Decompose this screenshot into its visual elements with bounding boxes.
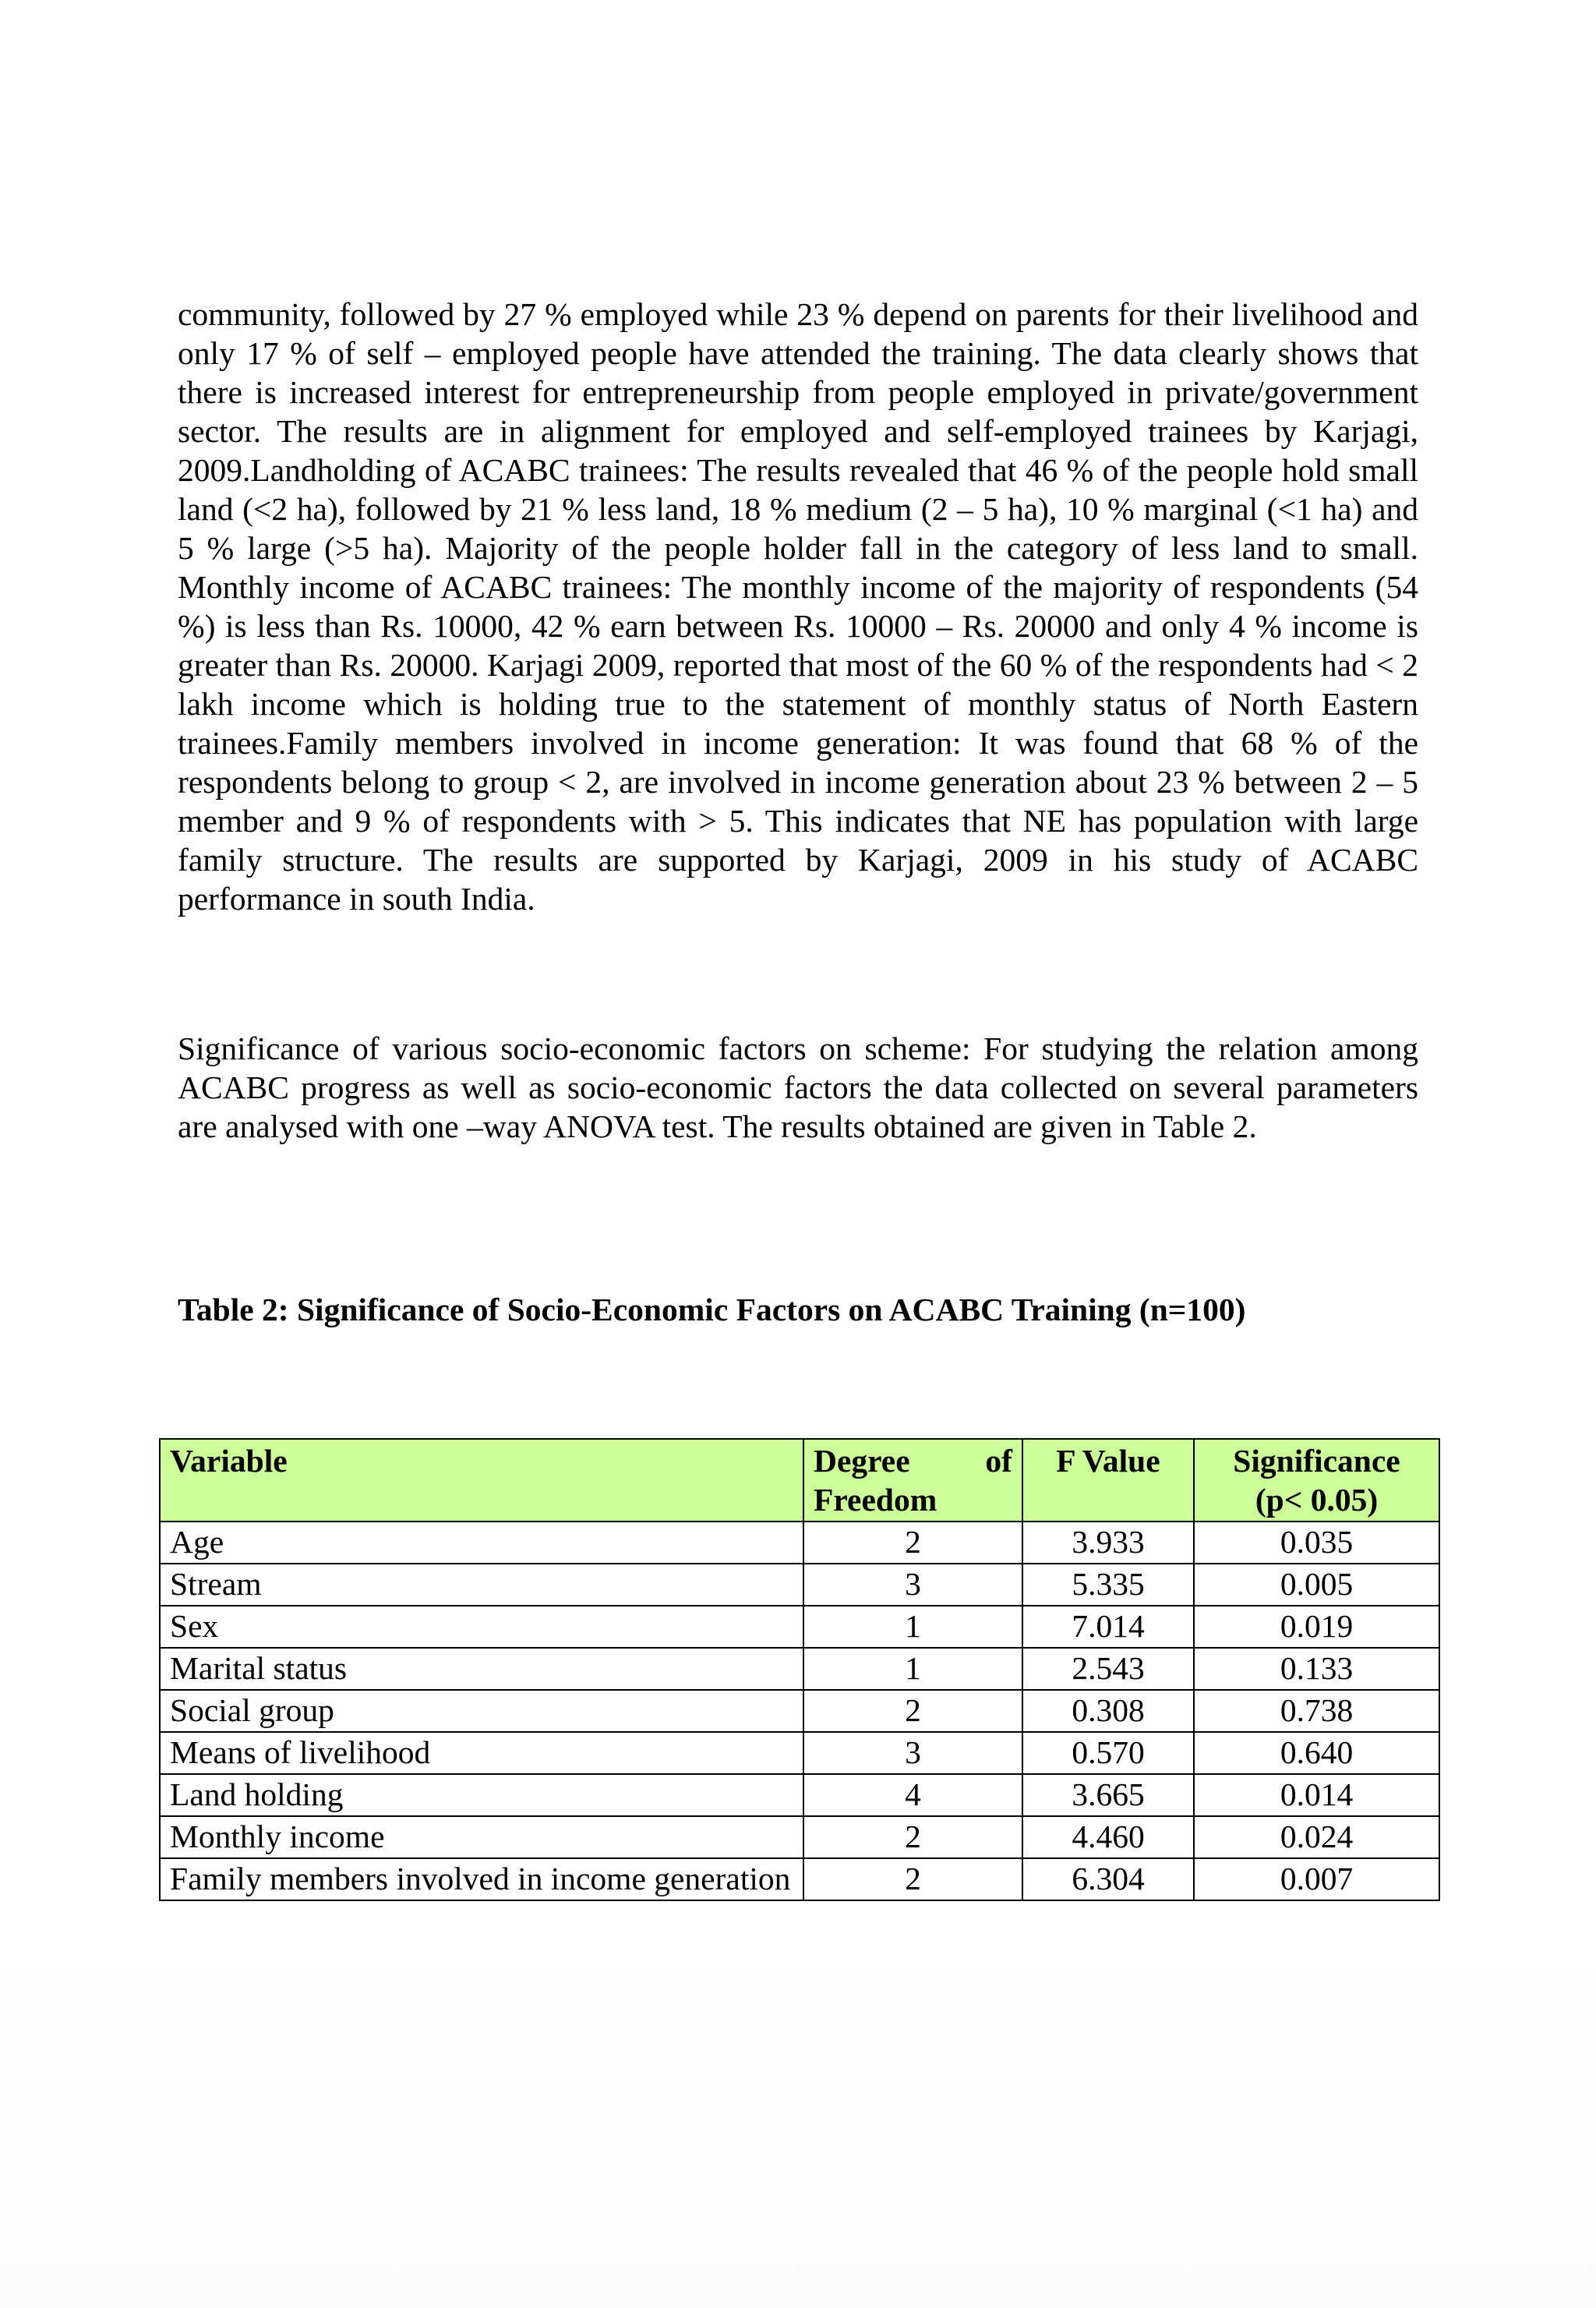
cell-variable: Family members involved in income generation [160, 1858, 803, 1900]
cell-significance: 0.005 [1194, 1564, 1439, 1606]
cell-significance: 0.640 [1194, 1732, 1439, 1774]
cell-significance: 0.014 [1194, 1774, 1439, 1816]
table-row [160, 1648, 1439, 1690]
cell-f-value: 3.933 [1022, 1522, 1194, 1564]
cell-degree-of-freedom: 2 [803, 1816, 1022, 1858]
paragraph-anova-intro: Significance of various socio-economic factors on scheme: For studying the relation among ACABC progress as well as socio-economic factors the data collected on several parameters are analysed with one –way ANOVA test. The results obtained are given in Table 2. [178, 1030, 1418, 1144]
cell-degree-of-freedom: 3 [803, 1564, 1022, 1606]
table-row [160, 1606, 1439, 1648]
cell-variable: Sex [160, 1606, 803, 1648]
cell-variable: Monthly income [160, 1816, 803, 1858]
header-variable: Variable [160, 1439, 803, 1522]
cell-f-value: 6.304 [1022, 1858, 1194, 1900]
cell-variable: Stream [160, 1564, 803, 1606]
table-row [160, 1564, 1439, 1606]
cell-f-value: 3.665 [1022, 1774, 1194, 1816]
cell-variable: Land holding [160, 1774, 803, 1816]
cell-variable: Means of livelihood [160, 1732, 803, 1774]
cell-significance: 0.019 [1194, 1606, 1439, 1648]
cell-f-value: 4.460 [1022, 1816, 1194, 1858]
paragraph-trainee-profile: community, followed by 27 % employed while 23 % depend on parents for their livelihood and only 17 % of self – employed people have attended the training. The data clearly shows that there is increased interest for entrepreneurship from people employed in private/government sector. The results are in alignment for employed and self-employed trainees by Karjagi, 2009.Landholding of ACABC trainees: The results revealed that 46 % of the people hold small land (<2 ha), followed by 21 % less land, 18 % medium (2 – 5 ha), 10 % marginal (<1 ha) and 5 % large (>5 ha). Majority of the people holder fall in the category of less land to small. Monthly income of ACABC trainees: The monthly income of the majority of respondents (54 %) is less than Rs. 10000, 42 % earn between Rs. 10000 – Rs. 20000 and only 4 % income is greater than Rs. 20000. Karjagi 2009, reported that most of the 60 % of the respondents had < 2 lakh income which is holding true to the statement of monthly status of North Eastern trainees.Family members involved in income generation: It was found that 68 % of the respondents belong to group < 2, are involved in income generation about 23 % between 2 – 5 member and 9 % of respondents with > 5. This indicates that NE has population with large family structure. The results are supported by Karjagi, 2009 in his study of ACABC performance in south India. [178, 296, 1418, 917]
cell-degree-of-freedom: 2 [803, 1522, 1022, 1564]
table-row [160, 1774, 1439, 1816]
cell-f-value: 0.308 [1022, 1690, 1194, 1732]
socio-economic-anova-table [159, 1438, 1440, 1901]
header-significance [1194, 1439, 1439, 1522]
table-row [160, 1816, 1439, 1858]
header-significance-label: Significance [1233, 1443, 1400, 1479]
table-row [160, 1732, 1439, 1774]
header-significance-threshold: (p< 0.05) [1255, 1482, 1379, 1518]
cell-degree-of-freedom: 1 [803, 1648, 1022, 1690]
cell-degree-of-freedom: 2 [803, 1858, 1022, 1900]
header-f-value: F Value [1022, 1439, 1194, 1522]
cell-degree-of-freedom: 2 [803, 1690, 1022, 1732]
cell-variable: Marital status [160, 1648, 803, 1690]
cell-f-value: 5.335 [1022, 1564, 1194, 1606]
cell-variable: Social group [160, 1690, 803, 1732]
cell-variable: Age [160, 1522, 803, 1564]
cell-degree-of-freedom: 1 [803, 1606, 1022, 1648]
cell-significance: 0.024 [1194, 1816, 1439, 1858]
table-row [160, 1690, 1439, 1732]
cell-degree-of-freedom: 3 [803, 1732, 1022, 1774]
page-bottom-shade [0, 1949, 1596, 2308]
cell-degree-of-freedom: 4 [803, 1774, 1022, 1816]
table-title: Table 2: Significance of Socio-Economic Factors on ACABC Training (n=100) [178, 1292, 1246, 1327]
table-row [160, 1858, 1439, 1900]
cell-significance: 0.035 [1194, 1522, 1439, 1564]
cell-f-value: 7.014 [1022, 1606, 1194, 1648]
header-degree-of-freedom: Degree of Freedom [803, 1439, 1022, 1522]
cell-significance: 0.738 [1194, 1690, 1439, 1732]
cell-f-value: 0.570 [1022, 1732, 1194, 1774]
cell-significance: 0.007 [1194, 1858, 1439, 1900]
cell-significance: 0.133 [1194, 1648, 1439, 1690]
cell-f-value: 2.543 [1022, 1648, 1194, 1690]
table-body [160, 1522, 1439, 1900]
table-header-row [160, 1439, 1439, 1522]
table-row [160, 1522, 1439, 1564]
